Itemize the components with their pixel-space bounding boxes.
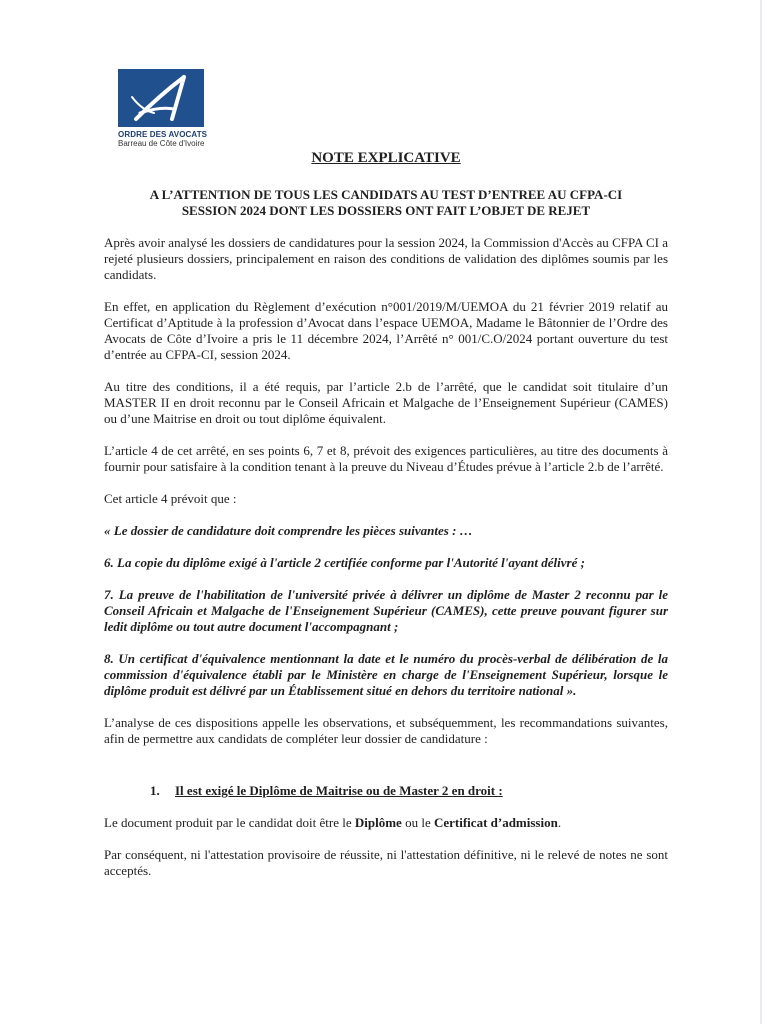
- quote-point-6: 6. La copie du diplôme exigé à l'article 2 certifiée conforme par l'Autorité l'ayant délivré ;: [104, 555, 585, 570]
- sentence-middle: ou le: [401, 815, 434, 830]
- document-body: [104, 150, 668, 895]
- quote-point-7: 7. La preuve de l'habilitation de l'université privée à délivrer un diplôme de Master 2 reconnu par le Conseil Africain et Malgache de l'Enseignement Supérieur (CAMES), cette preuve pouvant figurer sur ledit diplôme ou tout autre document l'accompagnant ;: [104, 587, 668, 634]
- quote-dossier: « Le dossier de candidature doit comprendre les pièces suivantes : …: [104, 523, 473, 538]
- document-title: NOTE EXPLICATIVE: [311, 150, 461, 166]
- paragraph-conditions: Au titre des conditions, il a été requis, par l’article 2.b de l’arrêté, que le candidat soit titulaire d’un MASTER II en droit reconnu par le Conseil Africain et Malgache de l’Enseignement Supérieur (CAMES) ou d’une Maitrise en droit ou tout diplôme équivalent.: [104, 379, 668, 426]
- sentence-prefix: Le document produit par le candidat doit être le: [104, 815, 355, 830]
- logo-subtitle: Barreau de Côte d'Ivoire: [118, 139, 205, 148]
- document-subtitle: [104, 187, 668, 219]
- paragraph-article-4: L’article 4 de cet arrêté, en ses points 6, 7 et 8, prévoit des exigences particulières, au titre des documents à fournir pour satisfaire à la condition tenant à la preuve du Niveau d’Études prévue à l’article 2.b de l’arrêté.: [104, 443, 668, 474]
- subtitle-line-2: SESSION 2024 DONT LES DOSSIERS ONT FAIT L’OBJET DE REJET: [181, 203, 591, 218]
- page-edge: [760, 0, 762, 1024]
- keyword-certificat: Certificat d’admission: [433, 815, 558, 830]
- paragraph-analysis: L’analyse de ces dispositions appelle les observations, et subséquemment, les recommandations suivantes, afin de permettre aux candidats de compléter leur dossier de candidature :: [104, 715, 668, 746]
- section-1-heading: [150, 783, 668, 799]
- stylized-a-icon: [118, 69, 204, 127]
- subtitle-line-1: A L’ATTENTION DE TOUS LES CANDIDATS AU TEST D’ENTREE AU CFPA-CI: [149, 187, 623, 202]
- paragraph-regulation: En effet, en application du Règlement d’exécution n°001/2019/M/UEMOA du 21 février 2019 relatif au Certificat d’Aptitude à la profession d’Avocat dans l’espace UEMOA, Madame le Bâtonnier de l’Ordre des Avocats de Côte d’Ivoire a pris le 11 décembre 2024, l’Arrêté n° 001/C.O/2024 portant ouverture du test d’entrée au CFPA-CI, session 2024.: [104, 299, 668, 362]
- keyword-diplome: Diplôme: [354, 815, 402, 830]
- logo-emblem: [118, 69, 204, 127]
- quote-point-8: 8. Un certificat d'équivalence mentionnant la date et le numéro du procès-verbal de délibération de la commission d'équivalence établi par le Ministère en charge de l'Enseignement Supérieur, lorsque le diplôme produit est délivré par un Établissement situé en dehors du territoire national ».: [104, 651, 668, 698]
- bar-association-logo: [118, 69, 208, 148]
- section-number: 1.: [150, 783, 160, 798]
- paragraph-article-4-intro: Cet article 4 prévoit que :: [104, 491, 237, 506]
- logo-name: ORDRE DES AVOCATS: [118, 130, 208, 139]
- paragraph-required-document: [104, 815, 668, 831]
- section-title: Il est exigé le Diplôme de Maitrise ou de Master 2 en droit :: [175, 783, 503, 798]
- paragraph-consequence: Par conséquent, ni l'attestation provisoire de réussite, ni l'attestation définitive, ni le relevé de notes ne sont acceptés.: [104, 847, 668, 878]
- paragraph-intro: Après avoir analysé les dossiers de candidatures pour la session 2024, la Commission d'Accès au CFPA CI a rejeté plusieurs dossiers, principalement en raison des conditions de validation des diplômes soumis par les candidats.: [104, 235, 668, 282]
- sentence-suffix: .: [557, 815, 562, 830]
